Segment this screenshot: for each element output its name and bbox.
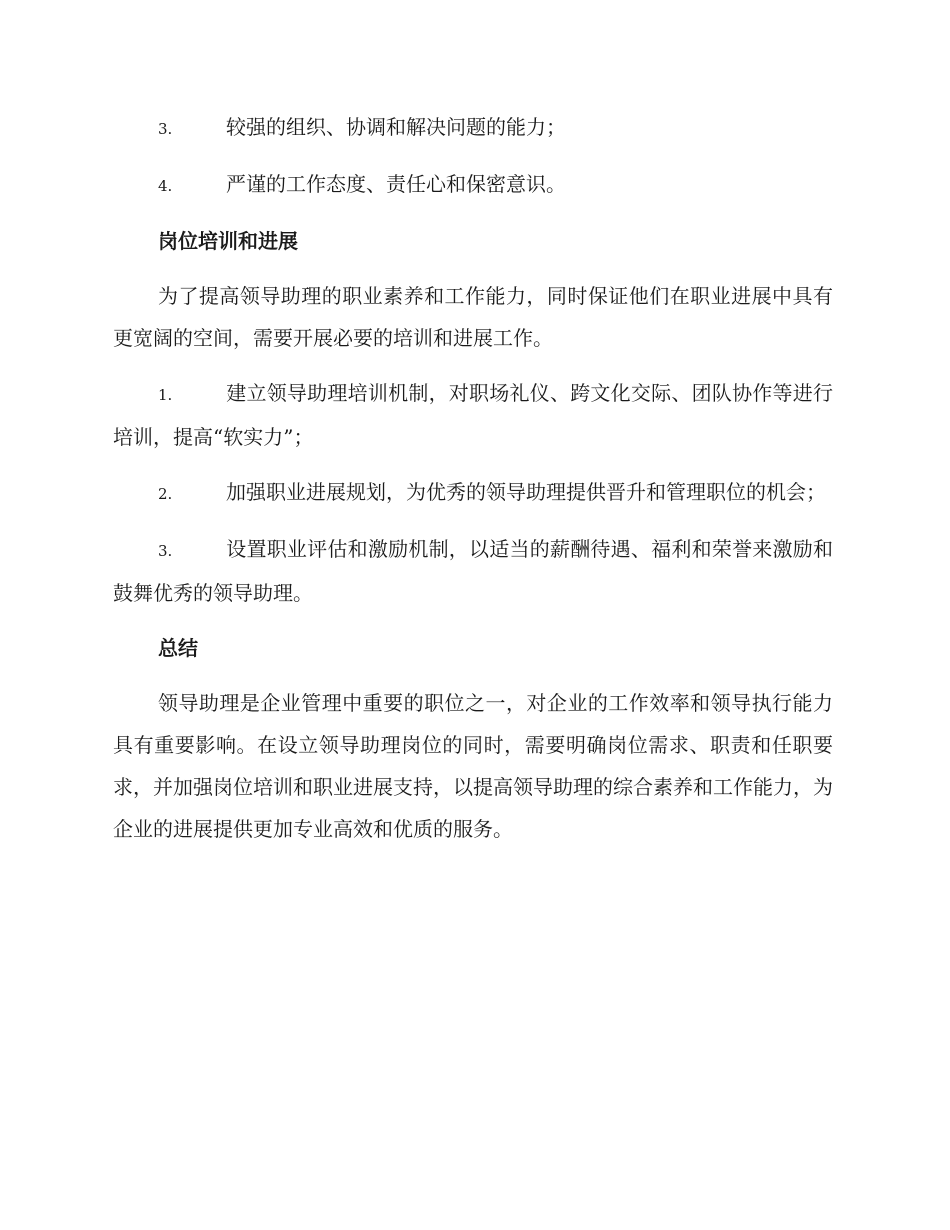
list-number: 4. [158, 177, 173, 195]
list-text: 严谨的工作态度、责任心和保密意识。 [226, 172, 566, 196]
list-text: 较强的组织、协调和解决问题的能力； [226, 115, 566, 139]
list-text: 设置职业评估和激励机制，以适当的薪酬待遇、福利和荣誉来激励和鼓舞优秀的领导助理。 [113, 537, 833, 605]
list-number: 1. [158, 386, 173, 404]
list-item [113, 106, 833, 150]
document-content [113, 106, 833, 863]
list-item [113, 528, 833, 614]
section-heading-training: 岗位培训和进展 [158, 229, 298, 253]
section-heading-summary: 总结 [158, 636, 198, 660]
list-text: 加强职业进展规划，为优秀的领导助理提供晋升和管理职位的机会； [226, 480, 826, 504]
list-number: 2. [158, 485, 173, 503]
list-item [113, 471, 833, 515]
list-text: 建立领导助理培训机制，对职场礼仪、跨文化交际、团队协作等进行培训，提高“软实力”； [113, 381, 833, 449]
list-number: 3. [158, 542, 173, 560]
summary-paragraph: 领导助理是企业管理中重要的职位之一，对企业的工作效率和领导执行能力具有重要影响。在设立领导助理岗位的同时，需要明确岗位需求、职责和任职要求，并加强岗位培训和职业进展支持，以提高领导助理的综合素养和工作能力，为企业的进展提供更加专业高效和优质的服务。 [113, 691, 833, 841]
list-item [113, 372, 833, 458]
list-item [113, 163, 833, 207]
list-number: 3. [158, 120, 173, 138]
training-intro-paragraph: 为了提高领导助理的职业素养和工作能力，同时保证他们在职业进展中具有更宽阔的空间，需要开展必要的培训和进展工作。 [113, 284, 833, 350]
